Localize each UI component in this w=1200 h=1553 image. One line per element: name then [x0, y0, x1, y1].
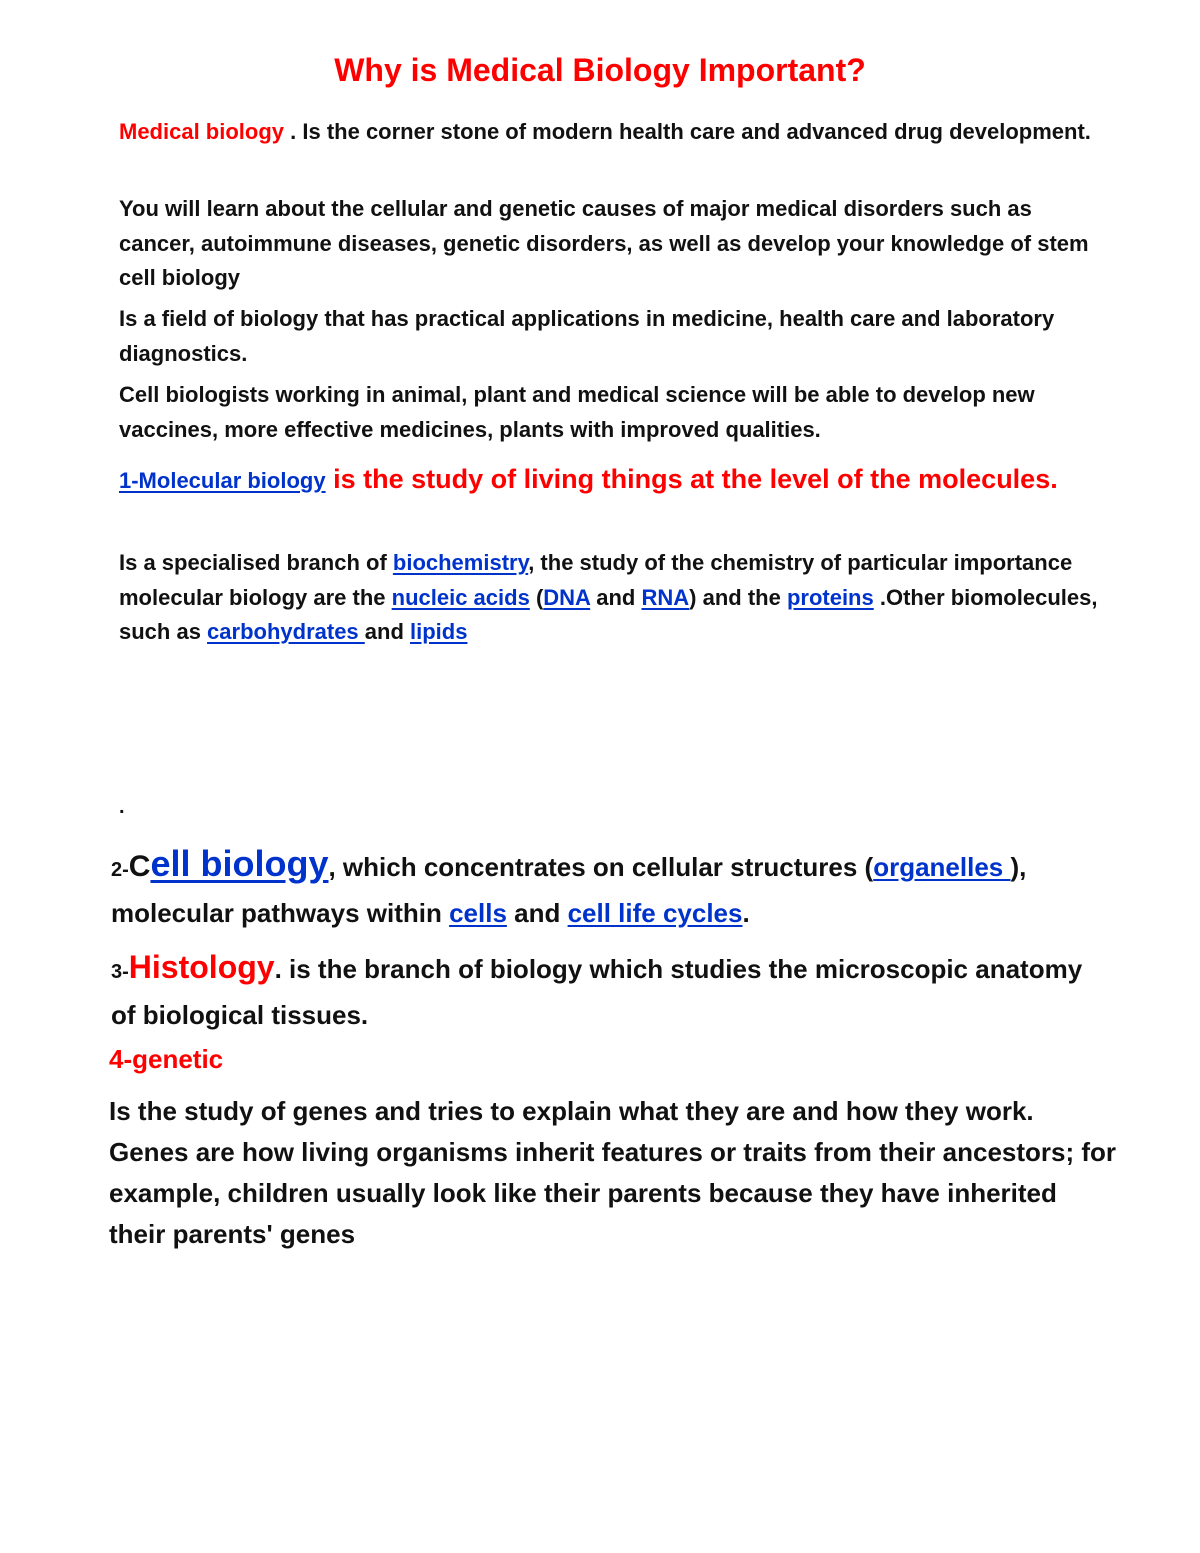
molecular-biology-link[interactable]: 1-Molecular biology: [119, 468, 326, 493]
field-paragraph: Is a field of biology that has practical applications in medicine, health care and laboratory diagnostics.: [119, 306, 1055, 366]
biochemistry-link[interactable]: biochemistry: [392, 550, 529, 575]
molecular-heading: [119, 458, 1119, 500]
genetic-paragraph: Is the study of genes and tries to explain what they are and how they work. Genes are how living organisms inherit features or traits from their ancestors; for example, children usually look like their parents because they have inherited their parents' genes: [109, 1096, 1117, 1249]
molecular-text-1: Is a specialised branch of: [119, 550, 393, 575]
cell-biologists-paragraph: Cell biologists working in animal, plant and medical science will be able to develop new vaccines, more effective medicines, plants with improved qualities.: [119, 382, 1035, 442]
cell-text-2: ), molecular pathways within: [111, 852, 1027, 928]
page-title: Why is Medical Biology Important?: [334, 52, 866, 88]
histology-term: Histology: [128, 949, 275, 985]
molecular-text-7: and: [364, 619, 411, 644]
molecular-paragraph: [119, 546, 1099, 650]
histology-paragraph: [111, 946, 1101, 1037]
histology-text: . is the branch of biology which studies the microscopic anatomy of biological tissues.: [111, 954, 1083, 1030]
lipids-link[interactable]: lipids: [410, 619, 468, 644]
histology-number: 3-: [111, 961, 129, 983]
molecular-heading-text: is the study of living things at the level of the molecules.: [325, 464, 1058, 494]
cell-number: 2-: [111, 859, 129, 881]
dna-link[interactable]: DNA: [543, 584, 591, 610]
cell-text-3: and: [506, 898, 568, 928]
cell-text-4: .: [742, 898, 750, 928]
rna-link[interactable]: RNA: [641, 584, 690, 610]
molecular-text-5: ) and the: [689, 584, 787, 610]
proteins-link[interactable]: proteins: [786, 584, 874, 610]
cell-biology-link[interactable]: ell biology: [150, 843, 329, 884]
cells-link[interactable]: cells: [449, 898, 507, 928]
genetic-heading: 4-genetic: [109, 1044, 224, 1074]
molecular-text-2: , the study of the chemistry of particular importance molecular biology are the: [119, 550, 1073, 610]
cell-text-1: , which concentrates on cellular structures (: [328, 852, 874, 882]
medical-biology-term: Medical biology: [119, 119, 285, 144]
intro-paragraph: [119, 115, 1099, 150]
nucleic-acids-link[interactable]: nucleic acids: [391, 584, 530, 610]
molecular-text-6: .Other biomolecules, such as: [119, 584, 1098, 644]
learn-paragraph: You will learn about the cellular and genetic causes of major medical disorders such as cancer, autoimmune diseases, genetic disorders, as well as develop your knowledge of stem cell biology: [119, 196, 1089, 290]
separator-dot: .: [119, 796, 125, 818]
molecular-text-4: and: [590, 584, 642, 610]
molecular-text-3: (: [529, 584, 544, 610]
carbohydrates-link[interactable]: carbohydrates: [207, 619, 365, 644]
cell-biology-paragraph: [111, 842, 1071, 935]
intro-text: . Is the corner stone of modern health care and advanced drug development.: [284, 119, 1091, 144]
organelles-link[interactable]: organelles: [873, 852, 1011, 882]
cell-c-letter: C: [128, 850, 151, 883]
cell-life-cycles-link[interactable]: cell life cycles: [567, 898, 743, 928]
